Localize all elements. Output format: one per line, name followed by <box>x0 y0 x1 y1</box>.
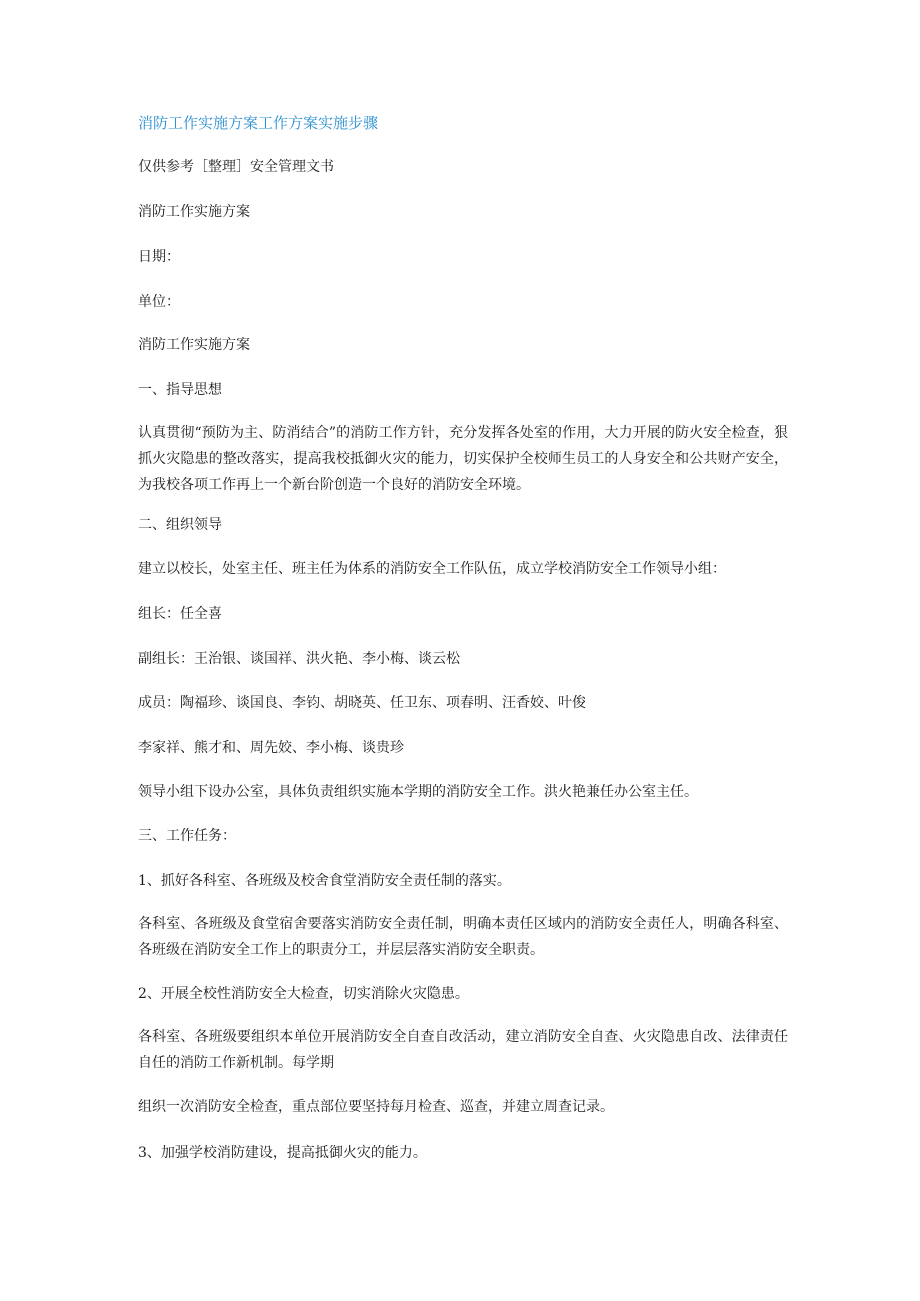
plan-title-line-2: 消防工作实施方案 <box>138 337 250 353</box>
document-title: 消防工作实施方案工作方案实施步骤 <box>138 114 379 132</box>
section-heading-1: 一、指导思想 <box>138 382 222 398</box>
task-2-paragraph-cont: 组织一次消防安全检查，重点部位要坚持每月检查、巡查，并建立周查记录。 <box>138 1099 614 1115</box>
section-heading-2: 二、组织领导 <box>138 517 222 533</box>
leader-line: 组长：任全喜 <box>138 606 222 622</box>
task-3-heading: 3、加强学校消防建设，提高抵御火灾的能力。 <box>138 1145 427 1161</box>
task-1-paragraph: 各科室、各班级及食堂宿舍要落实消防安全责任制，明确本责任区域内的消防安全责任人，明确各科室、各班级在消防安全工作上的职责分工，并层层落实消防安全职责。 <box>138 916 788 958</box>
plan-title-line: 消防工作实施方案 <box>138 204 250 220</box>
task-2-heading: 2、开展全校性消防安全大检查，切实消除火灾隐患。 <box>138 986 469 1002</box>
date-line: 日期： <box>138 249 180 265</box>
organization-paragraph: 建立以校长，处室主任、班主任为体系的消防安全工作队伍，成立学校消防安全工作领导小组： <box>138 561 726 577</box>
office-note-line: 领导小组下设办公室，具体负责组织实施本学期的消防安全工作。洪火艳兼任办公室主任。 <box>138 784 698 800</box>
members-line: 成员：陶福珍、谈国良、李钧、胡晓英、任卫东、项春明、汪香姣、叶俊 <box>138 695 586 711</box>
reference-line: 仅供参考［整理］安全管理文书 <box>138 159 334 175</box>
task-1-heading: 1、抓好各科室、各班级及校舍食堂消防安全责任制的落实。 <box>138 873 511 889</box>
guiding-principle-paragraph: 认真贯彻“预防为主、防消结合”的消防工作方针，充分发挥各处室的作用，大力开展的防火安全检查，狠抓火灾隐患的整改落实，提高我校抵御火灾的能力，切实保护全校师生员工的人身安全和公共财产安全，为我校各项工作再上一个新台阶创造一个良好的消防安全环境。 <box>138 425 788 493</box>
task-2-paragraph: 各科室、各班级要组织本单位开展消防安全自查自改活动，建立消防安全自查、火灾隐患自改、法律责任自任的消防工作新机制。每学期 <box>138 1029 788 1071</box>
section-heading-3: 三、工作任务： <box>138 828 236 844</box>
vice-leaders-line: 副组长：王治银、谈国祥、洪火艳、李小梅、谈云松 <box>138 651 460 667</box>
unit-line: 单位： <box>138 294 180 310</box>
members-line-2: 李家祥、熊才和、周先姣、李小梅、谈贵珍 <box>138 740 404 756</box>
